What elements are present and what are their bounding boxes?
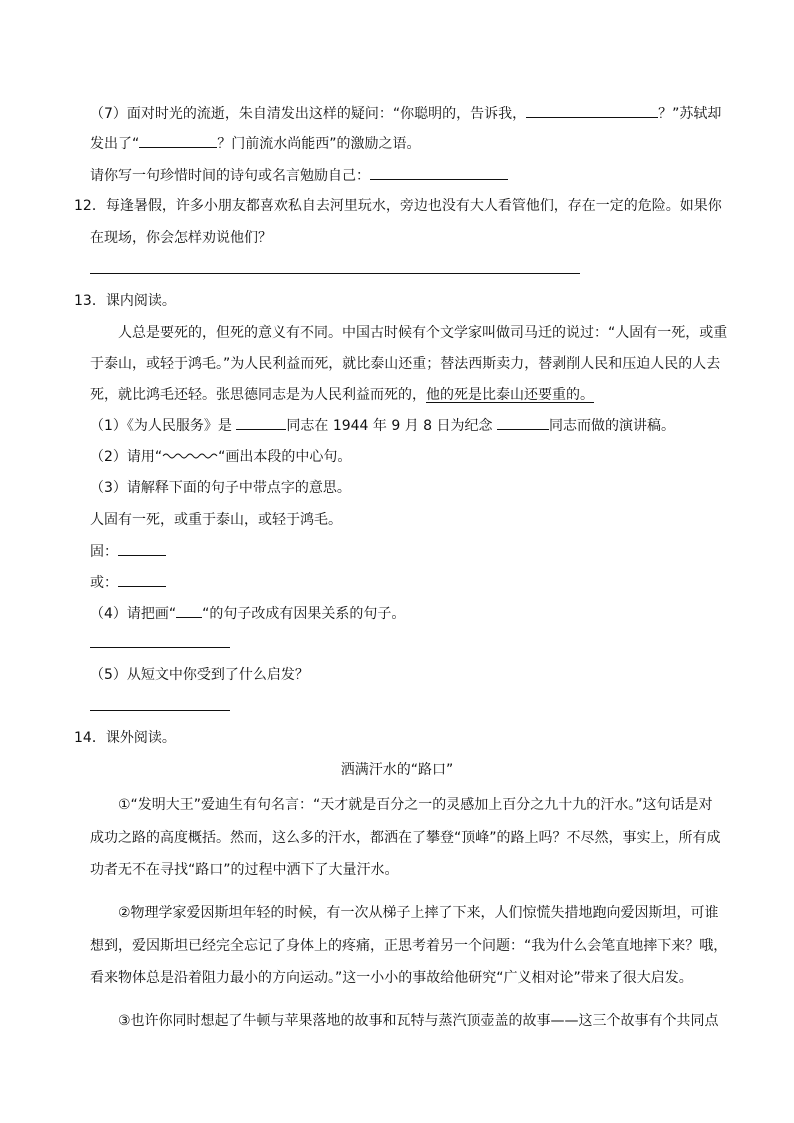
q7-line-1 (90, 103, 721, 124)
answer-blank[interactable] (497, 415, 549, 430)
answer-line[interactable] (90, 273, 580, 274)
q13-huo-label: 或： (90, 575, 118, 591)
q13-sub-4 (90, 603, 405, 624)
answer-line[interactable] (90, 647, 230, 648)
q14-para-1-line-2: 成功之路的高度概括。然而，这么多的汗水，都洒在了攀登“顶峰”的路上吗？不尽然，事实上，所有成 (90, 830, 721, 846)
q13-sub-4-text-b: “的句子改成有因果关系的句子。 (202, 606, 406, 622)
q13-heading: 13．课内阅读。 (74, 293, 176, 309)
q13-gu-label: 固： (90, 544, 118, 560)
q13-sub-3-huo (90, 572, 166, 593)
q7-text-3: 请你写一句珍惜时间的诗句或名言勉励自己： (90, 168, 370, 184)
q13-sub-3: （3）请解释下面的句子中带点字的意思。 (90, 480, 351, 496)
q13-sub-5: （5）从短文中你受到了什么启发？ (90, 667, 309, 683)
q7-text-1b: ？”苏轼却 (658, 106, 722, 122)
q13-para-line-3 (90, 385, 594, 405)
answer-line[interactable] (90, 710, 230, 711)
q7-text-2b: ？门前流水尚能西”的激励之语。 (217, 136, 421, 152)
q13-sub-3-gu (90, 541, 166, 562)
answer-blank[interactable] (118, 541, 166, 556)
answer-blank[interactable] (370, 165, 508, 180)
answer-blank[interactable] (139, 133, 217, 148)
q13-para-text-3a: 死，就比鸿毛还轻。张思德同志是为人民利益而死的， (90, 387, 426, 403)
q14-para-2-line-1: ②物理学家爱因斯坦年轻的时候，有一次从梯子上摔了下来，人们惊慌失措地跑向爱因斯坦，可谁 (118, 905, 719, 921)
q14-para-2-line-2: 想到，爱因斯坦已经完全忘记了身体上的疼痛，正思考着另一个问题：“我为什么会笔直地摔下来？哦， (90, 938, 728, 954)
q7-line-3 (90, 165, 508, 186)
underline-sample (176, 603, 202, 618)
q13-sub-1 (90, 415, 675, 436)
q13-sub-1-text-a: （1）《为人民服务》是 (90, 418, 232, 434)
answer-blank[interactable] (236, 415, 286, 430)
q13-sub-1-text-c: 同志而做的演讲稿。 (548, 418, 675, 434)
q13-para-line-2: 于泰山，或轻于鸿毛。”为人民利益而死，就比泰山还重；替法西斯卖力，替剥削人民和压迫人民的人去 (90, 356, 721, 372)
q13-sub-1-text-b: 同志在 1944 年 9 月 8 日为纪念 (286, 418, 493, 434)
answer-blank[interactable] (118, 572, 166, 587)
underlined-sentence: 他的死是比泰山还要重的。 (426, 387, 594, 403)
q13-sub-4-text-a: （4）请把画“ (90, 606, 177, 622)
wavy-line-icon (162, 451, 218, 461)
q14-para-2-line-3: 看来物体总是沿着阻力最小的方向运动。”这一小小的事故给他研究“广义相对论”带来了很大启发。 (90, 970, 693, 986)
q13-sub-2-text-b: “画出本段的中心句。 (218, 449, 352, 465)
q7-text-1a: （7）面对时光的流逝，朱自清发出这样的疑问：“你聪明的，告诉我， (90, 106, 527, 122)
q13-sub-2 (90, 447, 351, 467)
q13-sub-3-quote: 人固有一死，或重于泰山，或轻于鸿毛。 (90, 512, 342, 528)
q14-heading: 14．课外阅读。 (74, 730, 176, 746)
answer-blank[interactable] (526, 103, 658, 118)
q14-para-3-line-1: ③也许你同时想起了牛顿与苹果落地的故事和瓦特与蒸汽顶壶盖的故事——这三个故事有个共同点 (118, 1013, 719, 1029)
q7-text-2a: 发出了“ (90, 136, 140, 152)
q14-para-1-line-1: ①“发明大王”爱迪生有句名言：“天才就是百分之一的灵感加上百分之九十九的汗水。”这句话是对 (118, 797, 713, 813)
q7-line-2 (90, 133, 421, 154)
q13-sub-2-text-a: （2）请用“ (90, 449, 163, 465)
q12-line-1: 12．每逢暑假，许多小朋友都喜欢私自去河里玩水，旁边也没有大人看管他们，存在一定的危险。如果你 (74, 198, 722, 214)
article-title: 洒满汗水的“路口” (340, 762, 454, 778)
q12-line-2: 在现场，你会怎样劝说他们？ (90, 230, 272, 246)
q13-para-line-1: 人总是要死的，但死的意义有不同。中国古时候有个文学家叫做司马迁的说过：“人固有一死，或重 (118, 325, 728, 341)
q14-para-1-line-3: 功者无不在寻找“路口”的过程中洒下了大量汗水。 (90, 862, 399, 878)
